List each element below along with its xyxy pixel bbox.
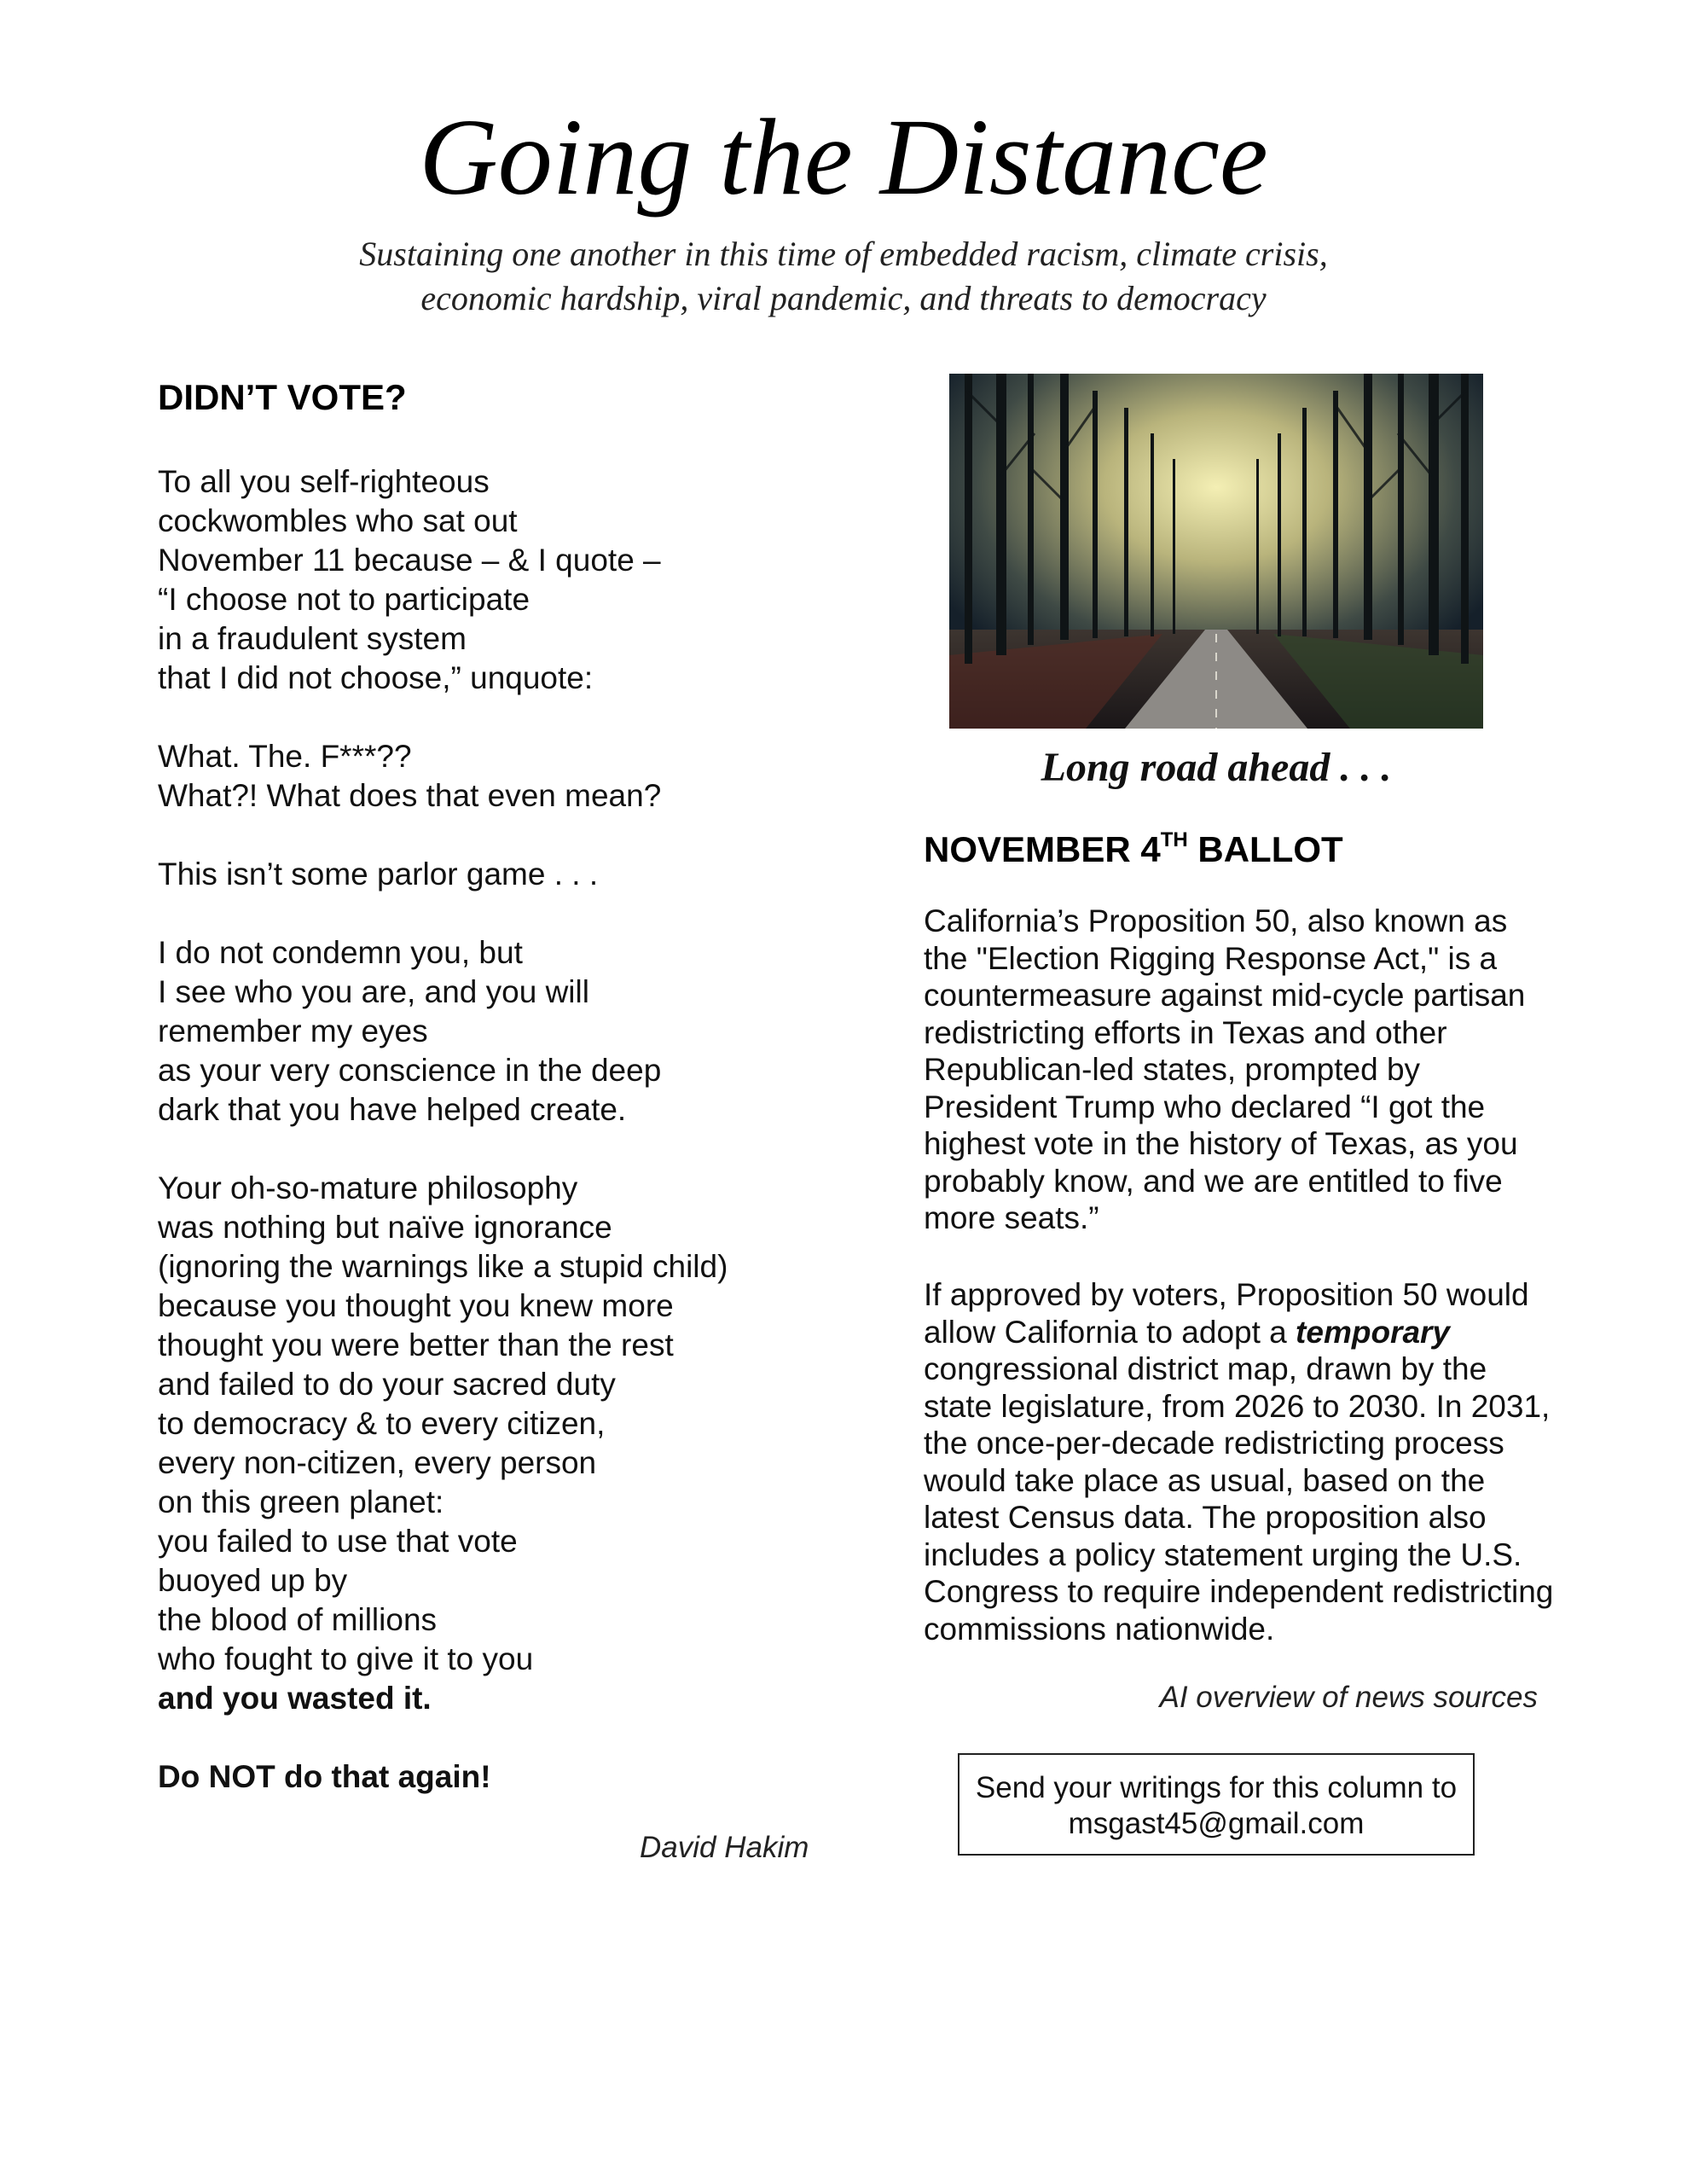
poem-line: What?! What does that even mean?: [158, 778, 662, 813]
poem-line: the blood of millions: [158, 1602, 438, 1637]
poem-line: To all you self-righteous: [158, 464, 490, 499]
poem-line: (ignoring the warnings like a stupid child): [158, 1249, 728, 1284]
poem-line: This isn’t some parlor game . . .: [158, 857, 599, 892]
poem-line: to democracy & to every citizen,: [158, 1406, 606, 1441]
poem-line: because you thought you knew more: [158, 1288, 674, 1323]
poem-line: cockwombles who sat out: [158, 503, 518, 538]
ballot-paragraph: [924, 1276, 1555, 1647]
poem-line: every non-citizen, every person: [158, 1445, 597, 1480]
submission-text: Send your writings for this column to: [975, 1771, 1458, 1804]
poem-author: David Hakim: [640, 1831, 809, 1864]
poem-line: you failed to use that vote: [158, 1524, 518, 1559]
ballot-heading: [924, 824, 1343, 875]
page-title: Going the Distance: [419, 96, 1268, 218]
poem-line: on this green planet:: [158, 1484, 444, 1519]
paragraph-text: If approved by voters, Proposition 50 would allow California to adopt a: [924, 1277, 1529, 1350]
poem-stanza: [158, 1169, 908, 1718]
image-caption: Long road ahead . . .: [1041, 745, 1392, 790]
poem-line: I see who you are, and you will: [158, 974, 589, 1009]
subtitle-line: Sustaining one another in this time of embedded racism, climate crisis,: [359, 235, 1328, 273]
poem-line: as your very conscience in the deep: [158, 1053, 662, 1088]
source-attribution: AI overview of news sources: [1159, 1681, 1538, 1714]
page-subtitle: [0, 232, 1687, 321]
submission-email[interactable]: msgast45@gmail.com: [1068, 1807, 1365, 1840]
poem-stanza: [158, 855, 908, 894]
poem-line: dark that you have helped create.: [158, 1092, 627, 1127]
ballot-heading-text: NOVEMBER 4: [924, 829, 1161, 869]
poem-line: Your oh-so-mature philosophy: [158, 1170, 578, 1205]
subtitle-line: economic hardship, viral pandemic, and threats to democracy: [420, 279, 1267, 317]
poem-heading: DIDN’T VOTE?: [158, 377, 407, 417]
poem-final-line: Do NOT do that again!: [158, 1759, 491, 1794]
poem-line: What. The. F***??: [158, 739, 412, 774]
poem-column: [158, 372, 908, 1797]
poem-line: who fought to give it to you: [158, 1641, 534, 1676]
poem-stanza: [158, 737, 908, 816]
ballot-heading-superscript: TH: [1160, 828, 1188, 851]
poem-closing-line: and you wasted it.: [158, 1681, 432, 1716]
poem-line: that I did not choose,” unquote:: [158, 660, 594, 695]
submission-box: [958, 1753, 1475, 1856]
poem-line: remember my eyes: [158, 1014, 428, 1048]
poem-line: buoyed up by: [158, 1563, 348, 1598]
emphasis-text: temporary: [1296, 1314, 1450, 1350]
poem-line: and failed to do your sacred duty: [158, 1367, 616, 1402]
poem-line: November 11 because – & I quote –: [158, 543, 661, 578]
paragraph-text: congressional district map, drawn by the state legislature, from 2026 to 2030. In 2031, the once-per-decade redistricting process would take place as usual, based on the latest Census data. The proposition also includes a policy statement urging the U.S. Congress to require independent redistricting commissions nationwide.: [924, 1351, 1554, 1647]
poem-stanza: [158, 933, 908, 1130]
poem-line: thought you were better than the rest: [158, 1327, 674, 1362]
poem-line: “I choose not to participate: [158, 582, 530, 617]
poem-body: [158, 462, 908, 1797]
poem-line: in a fraudulent system: [158, 621, 467, 656]
poem-line: I do not condemn you, but: [158, 935, 523, 970]
ballot-paragraph: California’s Proposition 50, also known as the "Election Rigging Response Act," is a countermeasure against mid-cycle partisan redistricting efforts in Texas and other Republican-led states, prompted by President Trump who declared “I got the highest vote in the history of Texas, as you probably know, and we are entitled to five more seats.”: [924, 903, 1526, 1235]
poem-line: was nothing but naïve ignorance: [158, 1210, 612, 1245]
poem-stanza: [158, 462, 908, 698]
forest-road-photo: [949, 374, 1483, 729]
ballot-heading-text: BALLOT: [1187, 829, 1343, 869]
